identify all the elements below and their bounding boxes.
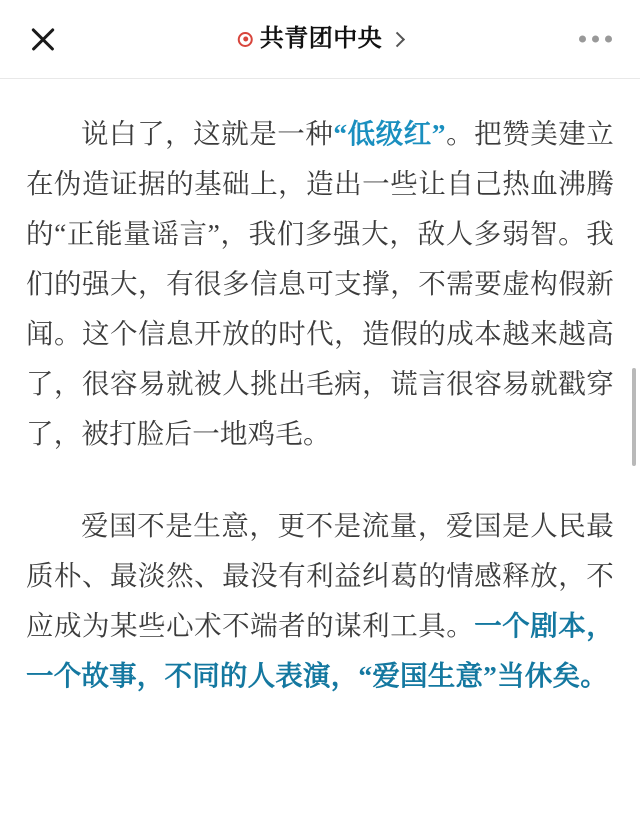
account-header[interactable]: [238, 27, 403, 51]
scrollbar-thumb[interactable]: [632, 368, 636, 466]
more-dot-1: [579, 36, 586, 43]
close-icon[interactable]: [26, 22, 60, 56]
radio-dot-icon: [238, 32, 253, 47]
chevron-right-icon[interactable]: [389, 31, 405, 47]
top-navigation-bar: [0, 0, 640, 79]
paragraph-2-text-1: 爱国不是生意，更不是流量，爱国是人民最质朴、最淡然、最没有利益纠葛的情感释放，不应成为某些心术不端者的谋利工具。: [26, 510, 614, 641]
paragraph-1-text-2: 。把赞美建立在伪造证据的基础上，造出一些让自己热血沸腾的“正能量谣言”，我们多强大，敌人多弱智。我们的强大，有很多信息可支撑，不需要虚构假新闻。这个信息开放的时代，造假的成本越来越高了，很容易就被人挑出毛病，谎言很容易就戳穿了，被打脸后一地鸡毛。: [26, 118, 614, 449]
paragraph-2-highlight: 一个剧本，一个故事，不同的人表演，“爱国生意”当休矣。: [26, 610, 615, 691]
paragraph-1: [26, 109, 614, 459]
paragraph-1-text-1: 说白了，这就是一种: [81, 118, 334, 149]
paragraph-2: [26, 501, 614, 701]
paragraph-1-highlight: “低级红”: [333, 118, 446, 149]
account-name: 共青团中央: [259, 25, 383, 52]
more-options-icon[interactable]: [577, 30, 614, 49]
more-dot-2: [592, 36, 599, 43]
article-body: [0, 79, 640, 729]
more-dot-3: [605, 36, 612, 43]
